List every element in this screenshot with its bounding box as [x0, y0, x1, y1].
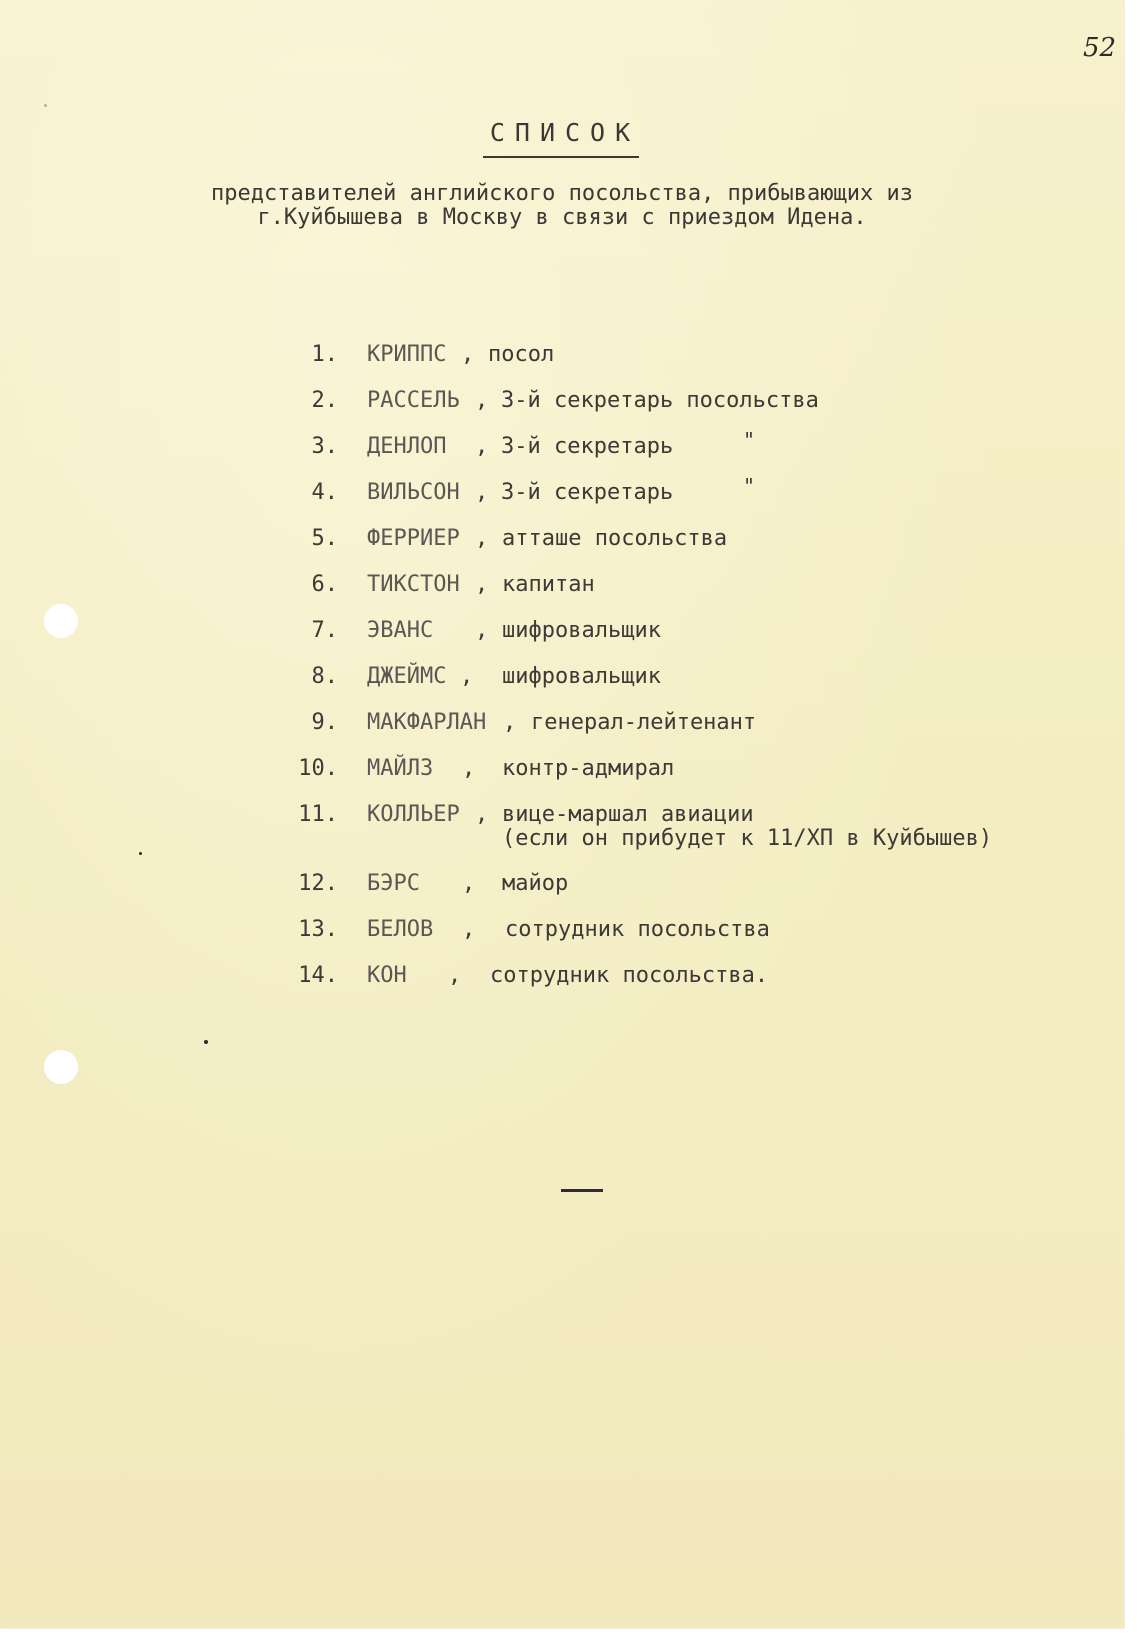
list-item [0, 664, 1124, 694]
list-item [0, 526, 1124, 556]
item-number: 11. [298, 802, 338, 827]
item-position: майор [502, 871, 569, 896]
item-surname: ДЕНЛОП [367, 434, 447, 459]
ditto-mark: " [743, 474, 756, 498]
document-title: СПИСОК [489, 118, 641, 147]
item-number: 14. [298, 963, 338, 988]
item-separator: , [475, 572, 489, 597]
ink-speck [204, 1040, 208, 1044]
item-position: посол [488, 342, 555, 367]
item-surname: ТИКСТОН [367, 572, 460, 597]
list-item [0, 572, 1124, 602]
item-surname: ФЕРРИЕР [367, 526, 460, 551]
list-item [0, 917, 1124, 947]
item-separator: , [475, 526, 489, 551]
item-separator: , [475, 480, 489, 505]
subtitle-line-2: г.Куйбышева в Москву в связи с приездом Идена. [257, 205, 867, 230]
item-surname: ВИЛЬСОН [367, 480, 460, 505]
item-surname: КОЛЛЬЕР [367, 802, 460, 827]
item-number: 8. [311, 664, 338, 689]
item-separator: , [503, 710, 517, 735]
item-number: 2. [311, 388, 338, 413]
item-separator: , [460, 664, 474, 689]
item-position: атташе посольства [502, 526, 728, 551]
list-item [0, 756, 1124, 786]
item-position: капитан [502, 572, 595, 597]
item-number: 5. [311, 526, 338, 551]
item-position: сотрудник посольства [505, 917, 770, 942]
ditto-mark: " [743, 428, 756, 452]
ink-speck [139, 852, 142, 855]
title-underline [483, 156, 639, 158]
page-number: 52 [1083, 33, 1117, 63]
punch-hole [44, 604, 78, 638]
item-separator: , [475, 618, 489, 643]
item-separator: , [475, 388, 489, 413]
item-number: 10. [298, 756, 338, 781]
item-separator: , [461, 342, 475, 367]
item-surname: МАКФАРЛАН [367, 710, 487, 735]
item-number: 3. [311, 434, 338, 459]
item-number: 12. [298, 871, 338, 896]
item-separator: , [475, 434, 489, 459]
list-item [0, 618, 1124, 648]
item-number: 4. [311, 480, 338, 505]
item-separator: , [475, 802, 489, 827]
item-separator: , [448, 963, 462, 988]
item-surname: МАЙЛЗ [367, 756, 434, 781]
item-separator: , [462, 871, 476, 896]
list-item [0, 388, 1124, 418]
item-position: вице-маршал авиации [502, 802, 754, 827]
item-position: генерал-лейтенант [531, 710, 757, 735]
punch-hole [44, 1050, 78, 1084]
item-position: 3-й секретарь посольства [501, 388, 819, 413]
item-number: 1. [311, 342, 338, 367]
closing-rule [561, 1189, 603, 1192]
item-position-note: (если он прибудет к 11/ХП в Куйбышев) [502, 826, 993, 851]
item-number: 9. [311, 710, 338, 735]
list-item [0, 428, 1124, 464]
item-surname: КРИППС [367, 342, 447, 367]
item-surname: ДЖЕЙМС [367, 664, 447, 689]
subtitle-line-1: представителей английского посольства, прибывающих из [211, 181, 913, 206]
item-position: 3-й секретарь [501, 434, 674, 459]
item-separator: , [462, 917, 476, 942]
list-item [0, 474, 1124, 510]
item-number: 6. [311, 572, 338, 597]
item-position: 3-й секретарь [501, 480, 674, 505]
list-item [0, 963, 1124, 993]
item-position: сотрудник посольства. [490, 963, 769, 988]
ink-speck [44, 104, 47, 107]
item-separator: , [462, 756, 476, 781]
list-item [0, 802, 1124, 858]
list-item [0, 342, 1124, 372]
list-item [0, 871, 1124, 901]
item-position: контр-адмирал [502, 756, 675, 781]
item-surname: ЭВАНС [367, 618, 434, 643]
item-surname: БЭРС [367, 871, 420, 896]
item-surname: КОН [367, 963, 407, 988]
item-surname: РАССЕЛЬ [367, 388, 460, 413]
item-surname: БЕЛОВ [367, 917, 434, 942]
item-position: шифровальщик [502, 664, 661, 689]
item-position: шифровальщик [502, 618, 661, 643]
item-number: 7. [311, 618, 338, 643]
item-number: 13. [298, 917, 338, 942]
list-item [0, 710, 1124, 740]
